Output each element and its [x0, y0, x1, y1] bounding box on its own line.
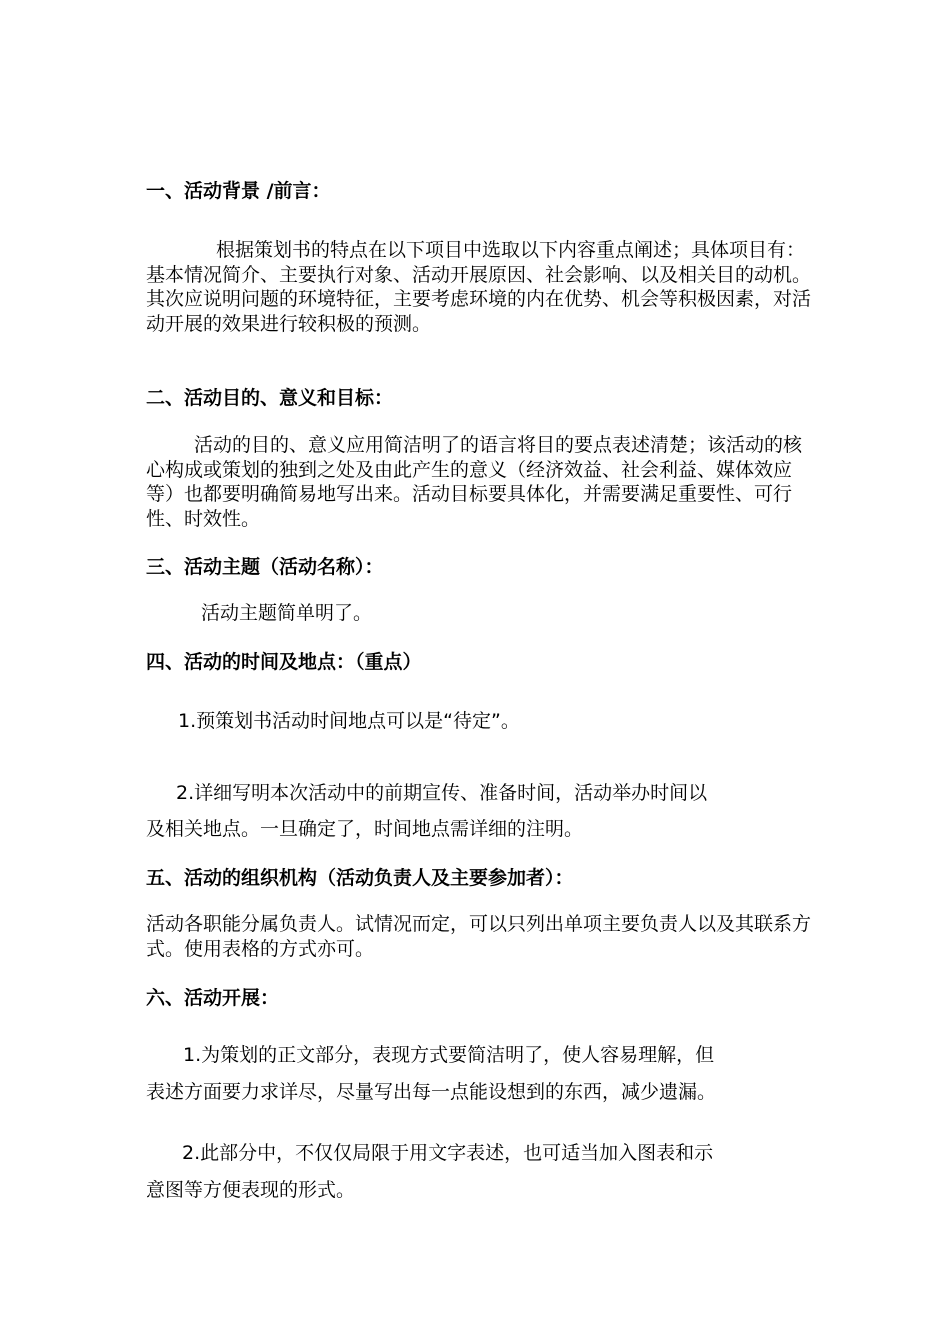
section-2-heading: 二、活动目的、意义和目标：	[146, 387, 394, 409]
section-3-paragraph: 活动主题简单明了。	[201, 602, 373, 624]
section-4-item-2-line-1: 2.详细写明本次活动中的前期宣传、准备时间，活动举办时间以	[176, 782, 708, 804]
section-4-heading: 四、活动的时间及地点：（重点）	[146, 651, 422, 673]
section-1-paragraph: 根据策划书的特点在以下项目中选取以下内容重点阐述；具体项目有：基本情况简介、主要执行对象、活动开展原因、社会影响、以及相关目的动机。其次应说明问题的环境特征，主要考虑环境的内在优势、机会等积极因素，对活动开展的效果进行较积极的预测。	[146, 239, 812, 335]
section-6-item-1-line-2: 表述方面要力求详尽，尽量写出每一点能设想到的东西，减少遗漏。	[146, 1081, 717, 1103]
section-5-heading: 五、活动的组织机构（活动负责人及主要参加者）：	[146, 867, 574, 889]
section-6-item-1-line-1: 1.为策划的正文部分，表现方式要简洁明了，使人容易理解，但	[183, 1044, 715, 1066]
section-5-paragraph: 活动各职能分属负责人。试情况而定，可以只列出单项主要负责人以及其联系方式。使用表格的方式亦可。	[146, 913, 812, 960]
section-3-heading: 三、活动主题（活动名称）：	[146, 556, 384, 578]
section-4-item-2-line-2: 及相关地点。一旦确定了，时间地点需详细的注明。	[146, 818, 584, 840]
section-6-item-2-line-1: 2.此部分中，不仅仅局限于用文字表述，也可适当加入图表和示	[182, 1142, 714, 1164]
section-1-heading: 一、活动背景 /前言：	[146, 180, 331, 202]
section-2-paragraph: 活动的目的、意义应用简洁明了的语言将目的要点表述清楚；该活动的核心构成或策划的独到之处及由此产生的意义（经济效益、社会利益、媒体效应等）也都要明确简易地写出来。活动目标要具体化，并需要满足重要性、可行性、时效性。	[146, 434, 803, 530]
section-6-heading: 六、活动开展：	[146, 987, 280, 1009]
section-6-item-2-line-2: 意图等方便表现的形式。	[146, 1179, 356, 1201]
section-4-item-1: 1.预策划书活动时间地点可以是“待定”。	[178, 710, 520, 732]
